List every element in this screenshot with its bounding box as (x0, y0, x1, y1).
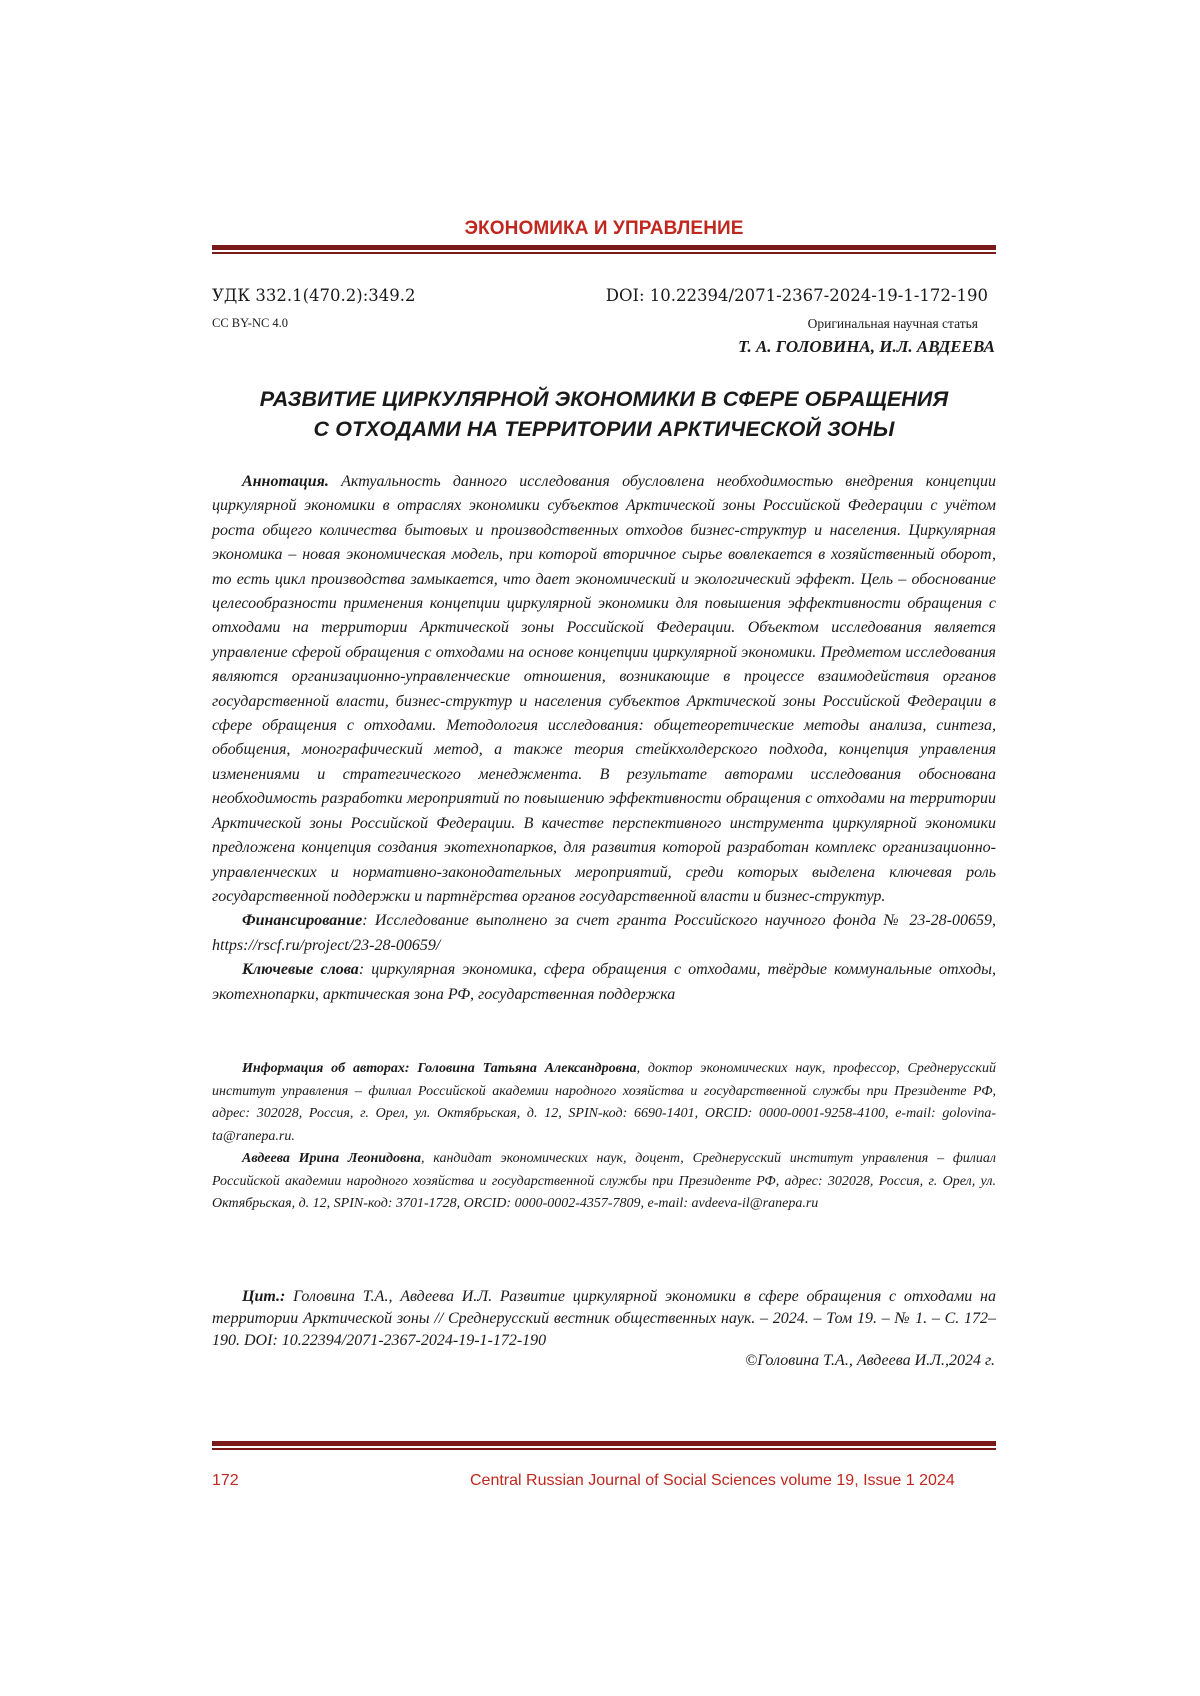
keywords-text: : циркулярная экономика, сфера обращения с отходами, твёрдые коммунальные отходы, экотехнопарки, арктическая зона РФ, государственная поддержка (212, 961, 996, 1002)
article-title-line1: РАЗВИТИЕ ЦИРКУЛЯРНОЙ ЭКОНОМИКИ В СФЕРЕ ОБРАЩЕНИЯ (212, 384, 996, 414)
footer-rule-thin (212, 1448, 996, 1450)
keywords-label: Ключевые слова (242, 961, 359, 978)
abstract-text: Актуальность данного исследования обусловлена необходимостью внедрения концепции циркулярной экономики в отраслях экономики субъектов Арктической зоны Российской Федерации с учётом роста общего количества бытовых и производственных отходов бизнес-структур и населения. Циркулярная экономика – новая экономическая модель, при которой вторичное сырье вовлекается в хозяйственный оборот, то есть цикл производства замыкается, что дает экономический и экологический эффект. Цель – обоснование целесообразности применения концепции циркулярной экономики для повышения эффективности обращения с отходами на территории Арктической зоны Российской Федерации. Объектом исследования является управление сферой обращения с отходами на основе концепции циркулярной экономики. Предметом исследования являются организационно-управленческие отношения, возникающие в процессе взаимодействия органов государственной власти, бизнес-структур и населения субъектов Арктической зоны Российской Федерации в сфере обращения с отходами. Методология исследования: общетеоретические методы анализа, синтеза, обобщения, монографический метод, а также теория стейкхолдерского подхода, концепция управления изменениями и стратегического менеджмента. В результате авторами исследования обоснована необходимость разработки мероприятий по повышению эффективности обращения с отходами на территории Арктической зоны Российской Федерации. В качестве перспективного инструмента циркулярной экономики предложена концепция создания экотехнопарков, для развития которой разработан комплекс организационно-управленческих и нормативно-законодательных мероприятий, среди которых выделена ключевая роль государственной поддержки и партнёрства органов государственной власти и бизнес-структур. (212, 473, 996, 905)
citation-text: Головина Т.А., Авдеева И.Л. Развитие циркулярной экономики в сфере обращения с отходами на территории Арктической зоны // Среднерусский вестник общественных наук. – 2024. – Том 19. – № 1. – С. 172–190. DOI: 10.22394/2071-2367-2024-19-1-172-190 (212, 1288, 996, 1349)
page-number: 172 (212, 1472, 239, 1490)
author-info-1-text: , доктор экономических наук, профессор, Среднерусский институт управления – филиал Российской академии народного хозяйства и государственной службы при Президенте РФ, адрес: 302028, Россия, г. Орел, ул. Октябрьская, д. 12, SPIN-код: 6690-1401, ORCID: 0000-0001-9258-4100, e-mail: golovina-ta@ranepa.ru. (212, 1061, 996, 1144)
abstract-label: Аннотация. (242, 473, 329, 490)
article-body (212, 470, 996, 1007)
header-rule-thick (212, 245, 996, 250)
header-rule-thin (212, 252, 996, 254)
udk-code: УДК 332.1(470.2):349.2 (212, 286, 416, 305)
author-info-1 (212, 1058, 996, 1148)
section-title: ЭКОНОМИКА И УПРАВЛЕНИЕ (212, 218, 996, 240)
article-type: Оригинальная научная статья (808, 316, 988, 332)
footer-rule (212, 1441, 996, 1450)
header-rule (212, 245, 996, 254)
authors: Т. А. ГОЛОВИНА, И.Л. АВДЕЕВА (738, 337, 995, 357)
author-info-2-text: , кандидат экономических наук, доцент, Среднерусский институт управления – филиал Российской академии народного хозяйства и государственной службы при Президенте РФ, адрес: 302028, Россия, г. Орел, ул. Октябрьская, д. 12, SPIN-код: 3701-1728, ORCID: 0000-0002-4357-7809, e-mail: avdeeva-il@ranepa.ru (212, 1151, 996, 1211)
copyright: ©Головина Т.А., Авдеева И.Л.,2024 г. (745, 1352, 995, 1370)
author-info-2-label: Авдеева Ирина Леонидовна (242, 1151, 421, 1166)
abstract (212, 470, 996, 909)
footer-rule-thick (212, 1441, 996, 1446)
author-info-2 (212, 1148, 996, 1216)
journal-name: Central Russian Journal of Social Sciences volume 19, Issue 1 2024 (470, 1472, 955, 1490)
author-info-1-label: Информация об авторах: Головина Татьяна Александровна (242, 1061, 637, 1076)
page (0, 0, 1200, 1696)
citation (212, 1286, 996, 1352)
license: CC BY-NC 4.0 (212, 316, 288, 331)
funding (212, 909, 996, 958)
author-info (212, 1058, 996, 1216)
funding-label: Финансирование (242, 912, 362, 929)
citation-paragraph (212, 1286, 996, 1352)
keywords (212, 958, 996, 1007)
article-title (212, 384, 996, 444)
doi: DOI: 10.22394/2071-2367-2024-19-1-172-190 (606, 286, 988, 305)
funding-text: : Исследование выполнено за счет гранта Российского научного фонда № 23-28-00659, https://rscf.ru/project/23-28-00659/ (212, 912, 996, 953)
citation-label: Цит.: (242, 1288, 285, 1305)
article-title-line2: С ОТХОДАМИ НА ТЕРРИТОРИИ АРКТИЧЕСКОЙ ЗОНЫ (212, 414, 996, 444)
